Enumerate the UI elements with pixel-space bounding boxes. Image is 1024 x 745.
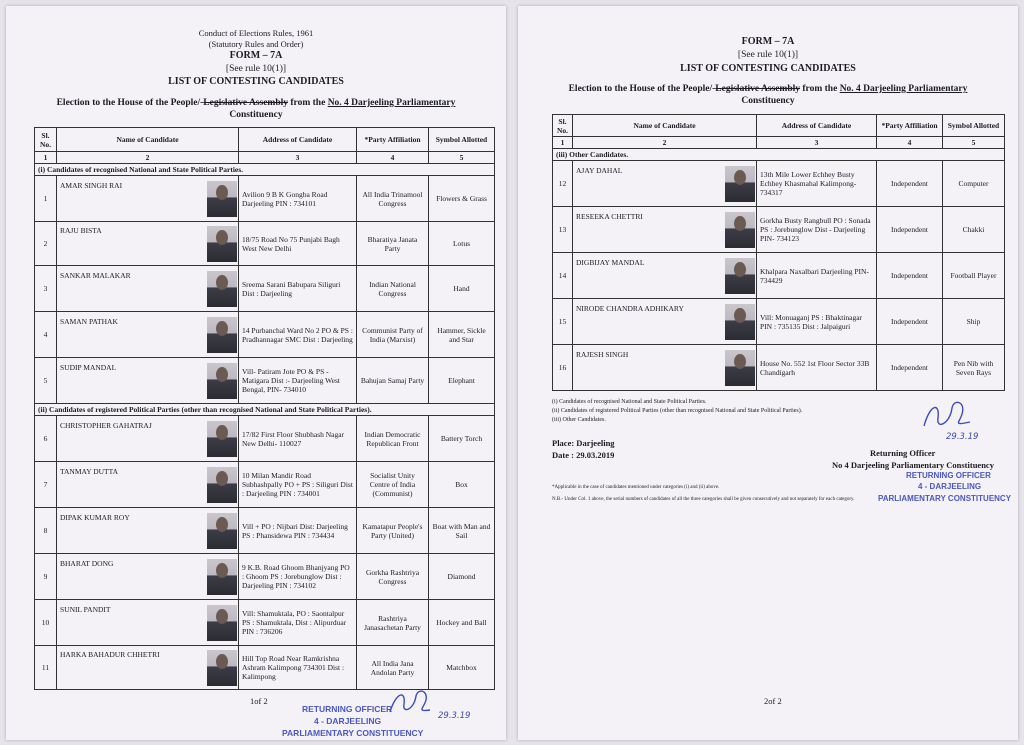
symbol-allotted: Box <box>429 462 495 508</box>
header-sl: Sl. No. <box>553 115 573 137</box>
symbol-allotted: Ship <box>943 299 1005 345</box>
party-affiliation: Independent <box>877 161 943 207</box>
party-affiliation: Bahujan Samaj Party <box>357 358 429 404</box>
date: Date : 29.03.2019 <box>552 450 615 460</box>
returning-officer: Returning Officer <box>870 448 936 458</box>
table-row <box>35 312 495 358</box>
party-affiliation: Rashtriya Janasachetan Party <box>357 600 429 646</box>
header-symbol: Symbol Allotted <box>943 115 1005 137</box>
page-1 <box>6 6 506 740</box>
page-2 <box>518 6 1018 740</box>
candidate-address: Vill + PO : Nijbari Dist: Darjeeling PS : Phansidewa PIN : 734434 <box>239 508 357 554</box>
candidate-name: NIRODE CHANDRA ADHIKARY <box>573 299 757 345</box>
symbol-allotted: Diamond <box>429 554 495 600</box>
candidate-address: Vill- Patiram Jote PO & PS - Matigara Dist :- Darjeeling West Bengal, PIN- 734010 <box>239 358 357 404</box>
place: Place: Darjeeling <box>552 438 615 448</box>
candidate-name: AJAY DAHAL <box>573 161 757 207</box>
header-address: Address of Candidate <box>239 128 357 152</box>
form-rule: [See rule 10(1)] <box>737 50 799 60</box>
table-row <box>35 222 495 266</box>
candidate-address: Vill: Shamuktala, PO : Saontalpur PS : Shamuktala, Dist : Alipurduar PIN : 736206 <box>239 600 357 646</box>
candidate-photo <box>207 181 237 217</box>
stamp-line-1: RETURNING OFFICER <box>302 704 393 714</box>
candidate-name: SUDIP MANDAL <box>57 358 239 404</box>
candidate-name: CHRISTOPHER GAHATRAJ <box>57 416 239 462</box>
candidate-name: RAJU BISTA <box>57 222 239 266</box>
candidate-address: Sreema Sarani Babupara Siliguri Dist : Darjeeling <box>239 266 357 312</box>
table-row <box>35 508 495 554</box>
party-affiliation: Indian National Congress <box>357 266 429 312</box>
table-row <box>35 646 495 690</box>
symbol-allotted: Boat with Man and Sail <box>429 508 495 554</box>
candidate-name: DIPAK KUMAR ROY <box>57 508 239 554</box>
table-row <box>35 462 495 508</box>
header-name: Name of Candidate <box>573 115 757 137</box>
symbol-allotted: Hockey and Ball <box>429 600 495 646</box>
legend-line-3: (iii) Other Candidates. <box>552 417 606 423</box>
table-row <box>553 345 1005 391</box>
party-affiliation: Indian Democratic Republican Front <box>357 416 429 462</box>
party-affiliation: Independent <box>877 253 943 299</box>
note-1: *Applicable in the case of candidates mentioned under categories (i) and (ii) above. <box>552 485 720 490</box>
candidate-photo <box>207 650 237 686</box>
candidate-address: 10 Milan Mandir Road Subhashpally PO + PS : Siliguri Dist : Darjeeling PIN : 734001 <box>239 462 357 508</box>
legend-line-1: (i) Candidates of recognised National and State Political Parties. <box>552 399 707 405</box>
signature-date: 29.3.19 <box>438 711 471 721</box>
col-number: 5 <box>943 137 1005 149</box>
symbol-allotted: Lotus <box>429 222 495 266</box>
candidate-address: House No. 552 1st Floor Sector 33B Chandigarh <box>757 345 877 391</box>
symbol-allotted: Computer <box>943 161 1005 207</box>
rules-line-2: (Statutory Rules and Order) <box>208 39 304 49</box>
col-number: 2 <box>573 137 757 149</box>
symbol-allotted: Chakki <box>943 207 1005 253</box>
serial-number: 3 <box>35 266 57 312</box>
col-number: 5 <box>429 152 495 164</box>
header-sl: Sl. No. <box>35 128 57 152</box>
category-heading: (i) Candidates of recognised National and State Political Parties. <box>35 164 495 176</box>
serial-number: 2 <box>35 222 57 266</box>
party-affiliation: All India Jana Andolan Party <box>357 646 429 690</box>
serial-number: 4 <box>35 312 57 358</box>
candidate-name: SUNIL PANDIT <box>57 600 239 646</box>
party-affiliation: Bharatiya Janata Party <box>357 222 429 266</box>
party-affiliation: Socialist Unity Centre of India (Communist) <box>357 462 429 508</box>
symbol-allotted: Matchbox <box>429 646 495 690</box>
header-name: Name of Candidate <box>57 128 239 152</box>
symbol-allotted: Battery Torch <box>429 416 495 462</box>
candidate-address: 9 K.B. Road Ghoom Bhanjyang PO : Ghoom PS : Jorebunglow Dist : Darjeeling PIN : 734102 <box>239 554 357 600</box>
header-party: *Party Affiliation <box>877 115 943 137</box>
form-title: FORM – 7A <box>229 50 283 61</box>
header-symbol: Symbol Allotted <box>429 128 495 152</box>
col-number: 1 <box>553 137 573 149</box>
serial-number: 5 <box>35 358 57 404</box>
page-number: 1of 2 <box>250 696 268 706</box>
candidate-photo <box>725 212 755 248</box>
list-title: LIST OF CONTESTING CANDIDATES <box>168 76 344 87</box>
election-line: Election to the House of the People/-Legislative Assembly from the No. 4 Darjeeling Parliamentary <box>568 84 968 94</box>
col-number: 3 <box>757 137 877 149</box>
party-affiliation: Independent <box>877 345 943 391</box>
candidate-name: SAMAN PATHAK <box>57 312 239 358</box>
table-row <box>553 253 1005 299</box>
candidate-photo <box>207 271 237 307</box>
candidate-name: RESEEKA CHETTRI <box>573 207 757 253</box>
stamp-line-1: RETURNING OFFICER <box>906 471 991 480</box>
candidate-address: Vill: Monuaganj PS : Bhaktinagar PIN : 735135 Dist : Jalpaiguri <box>757 299 877 345</box>
serial-number: 10 <box>35 600 57 646</box>
header-party: *Party Affiliation <box>357 128 429 152</box>
serial-number: 1 <box>35 176 57 222</box>
col-number: 4 <box>357 152 429 164</box>
officer-constituency: No 4 Darjeeling Parliamentary Constituency <box>832 460 994 470</box>
party-affiliation: Independent <box>877 207 943 253</box>
candidate-address: Hill Top Road Near Ramkrishna Ashram Kalimpong 734301 Dist : Kalimpong <box>239 646 357 690</box>
list-title: LIST OF CONTESTING CANDIDATES <box>680 63 856 74</box>
serial-number: 11 <box>35 646 57 690</box>
symbol-allotted: Elephant <box>429 358 495 404</box>
rules-line-1: Conduct of Elections Rules, 1961 <box>198 28 314 38</box>
candidate-name: DIGBIJAY MANDAL <box>573 253 757 299</box>
serial-number: 7 <box>35 462 57 508</box>
serial-number: 9 <box>35 554 57 600</box>
serial-number: 15 <box>553 299 573 345</box>
table-row <box>35 266 495 312</box>
form-rule: [See rule 10(1)] <box>225 64 287 74</box>
candidate-address: 17/82 First Floor Shubhash Nagar New Delhi- 110027 <box>239 416 357 462</box>
candidate-photo <box>207 467 237 503</box>
col-number: 3 <box>239 152 357 164</box>
candidate-name: SANKAR MALAKAR <box>57 266 239 312</box>
serial-number: 16 <box>553 345 573 391</box>
candidate-name: RAJESH SINGH <box>573 345 757 391</box>
party-affiliation: Communist Party of India (Marxist) <box>357 312 429 358</box>
candidates-table-2 <box>552 114 1005 391</box>
col-number: 1 <box>35 152 57 164</box>
table-row <box>35 416 495 462</box>
candidate-photo <box>207 226 237 262</box>
note-2: N.B.- Under Col. 1 above, the serial numbers of candidates of all the three categories shall be given consecutively and not separately for each category. <box>552 497 855 502</box>
table-row <box>35 554 495 600</box>
table-row <box>553 207 1005 253</box>
stamp-line-3: PARLIAMENTARY CONSTITUENCY <box>878 494 1012 503</box>
candidate-photo <box>207 317 237 353</box>
candidate-name: TANMAY DUTTA <box>57 462 239 508</box>
serial-number: 8 <box>35 508 57 554</box>
table-row <box>35 358 495 404</box>
signature-icon <box>918 396 978 436</box>
header-address: Address of Candidate <box>757 115 877 137</box>
party-affiliation: All India Trinamool Congress <box>357 176 429 222</box>
symbol-allotted: Hand <box>429 266 495 312</box>
signature-date: 29.3.19 <box>946 432 979 442</box>
candidate-address: Avilion 9 B K Gongba Road Darjeeling PIN : 734101 <box>239 176 357 222</box>
candidate-photo <box>207 513 237 549</box>
candidate-photo <box>207 605 237 641</box>
party-affiliation: Gorkha Rashtriya Congress <box>357 554 429 600</box>
candidate-photo <box>725 304 755 340</box>
symbol-allotted: Flowers & Grass <box>429 176 495 222</box>
party-affiliation: Kamatapur People's Party (United) <box>357 508 429 554</box>
candidate-photo <box>207 363 237 399</box>
candidate-address: Gorkha Busty Rangbull PO : Sonada PS : Jorebunglow Dist - Darjeeling PIN- 734123 <box>757 207 877 253</box>
candidate-name: AMAR SINGH RAI <box>57 176 239 222</box>
col-number: 4 <box>877 137 943 149</box>
candidate-address: 18/75 Road No 75 Punjabi Bagh West New Delhi <box>239 222 357 266</box>
symbol-allotted: Pen Nib with Seven Rays <box>943 345 1005 391</box>
candidate-address: Khalpara Naxalbari Darjeeling PIN- 734429 <box>757 253 877 299</box>
serial-number: 6 <box>35 416 57 462</box>
election-line-2: Constituency <box>741 96 795 106</box>
category-heading: (iii) Other Candidates. <box>553 149 1005 161</box>
candidate-name: BHARAT DONG <box>57 554 239 600</box>
candidate-photo <box>725 350 755 386</box>
page-number: 2of 2 <box>764 696 782 706</box>
party-affiliation: Independent <box>877 299 943 345</box>
candidate-name: HARKA BAHADUR CHHETRI <box>57 646 239 690</box>
category-heading: (ii) Candidates of registered Political Parties (other than recognised National and State Political Parties). <box>35 404 495 416</box>
legend-line-2: (ii) Candidates of registered Political Parties (other than recognised National and State Political Parties). <box>552 408 803 414</box>
candidate-address: 13th Mile Lower Echhey Busty Echhey Khasmahal Kalimpong- 734317 <box>757 161 877 207</box>
stamp-line-3: PARLIAMENTARY CONSTITUENCY <box>282 728 424 738</box>
candidate-photo <box>725 258 755 294</box>
serial-number: 13 <box>553 207 573 253</box>
col-number: 2 <box>57 152 239 164</box>
table-row <box>553 299 1005 345</box>
candidates-table-1 <box>34 127 495 690</box>
table-row <box>35 600 495 646</box>
candidate-photo <box>207 421 237 457</box>
symbol-allotted: Hammer, Sickle and Star <box>429 312 495 358</box>
signature-icon <box>386 686 436 720</box>
serial-number: 14 <box>553 253 573 299</box>
symbol-allotted: Football Player <box>943 253 1005 299</box>
form-title: FORM – 7A <box>741 36 795 47</box>
election-line-2: Constituency <box>229 110 283 120</box>
table-row <box>553 161 1005 207</box>
stamp-line-2: 4 - DARJEELING <box>918 482 982 491</box>
candidate-address: 14 Purbanchal Ward No 2 PO & PS : Pradhannagar SMC Dist : Darjeeling <box>239 312 357 358</box>
candidate-photo <box>725 166 755 202</box>
election-line: Election to the House of the People/-Legislative Assembly from the No. 4 Darjeeling Parliamentary <box>56 98 456 108</box>
candidate-photo <box>207 559 237 595</box>
stamp-line-2: 4 - DARJEELING <box>314 716 382 726</box>
serial-number: 12 <box>553 161 573 207</box>
table-row <box>35 176 495 222</box>
